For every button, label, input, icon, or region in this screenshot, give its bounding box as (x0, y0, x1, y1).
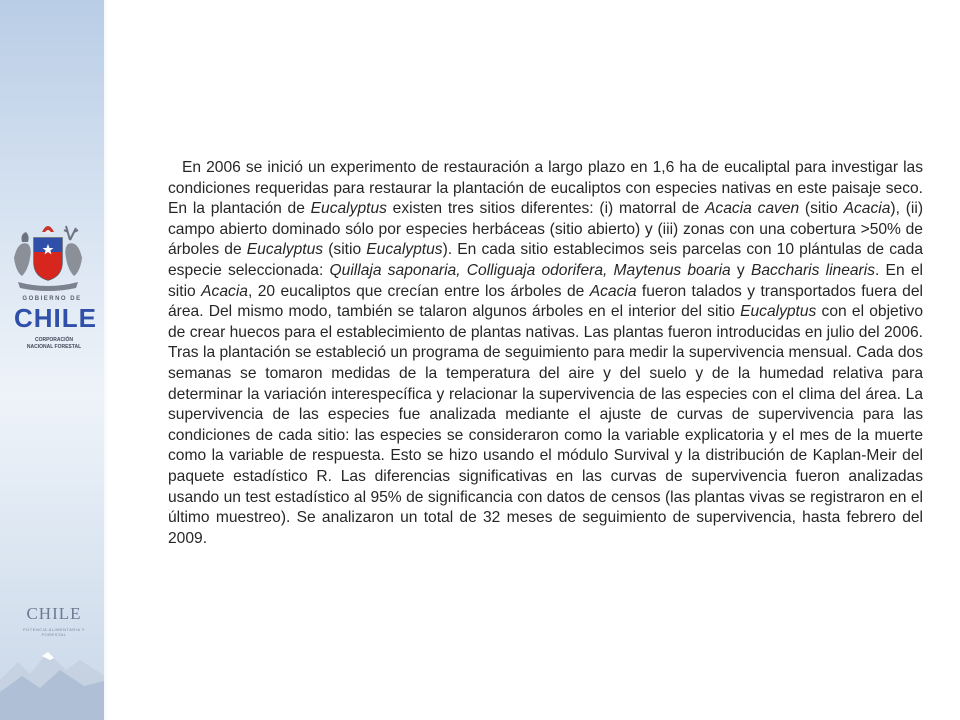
text-segment: con el objetivo de crear huecos para el establecimiento de plantas nativas. Las plantas fueron introducidas en julio del 2006. Tras la plantación se estableció un programa de seguimiento para medir la supervivencia mensual. Cada dos semanas se tomaron medidas de la temperatura del aire y del suelo y de la humedad relativa para determinar la variación interespecífica y relacionar la supervivencia de las especies con el clima del área. La supervivencia de las especies fue analizada mediante el ajuste de curvas de supervivencia para las condiciones de cada sitio: las especies se consideraron como la variable explicatoria y el mes de la muerte como la variable de respuesta. Esto se hizo usando el módulo Survival y la distribución de Kaplan-Meir del paquete estadístico R. Las diferencias significativas en las curvas de supervivencia fueron analizadas usando un test estadístico al 95% de significancia con datos de censos (las plantas vivas se registraron en el último muestreo). Se analizaron un total de 32 meses de seguimiento de supervivencia, hasta febrero del 2009. (168, 303, 923, 547)
text-segment: (sitio (323, 241, 367, 259)
species-name: Acacia (201, 282, 248, 300)
text-segment: ). En cada sitio establecimos seis parcelas con 10 plántulas de cada especie seleccionada: (168, 241, 924, 279)
species-name: Acacia caven (705, 200, 800, 218)
sidebar-banner (0, 0, 108, 720)
text-segment: (sitio (799, 200, 844, 218)
government-label: GOBIERNO DE (22, 296, 82, 302)
text-segment: ), (ii) campo abierto dominado sólo por especies herbáceas (sitio abierto) y (iii) zonas con una cobertura >50% de árboles de (168, 200, 924, 259)
coat-of-arms-icon (8, 218, 88, 294)
text-segment: fueron talados y transportados fuera del área. Del mismo modo, también se talaron algunos árboles en el interior del sitio (168, 282, 923, 321)
species-name: Eucalyptus (310, 200, 387, 218)
mountain-landscape-icon (0, 640, 108, 720)
text-segment: y (730, 261, 751, 279)
sidebar-divider (104, 0, 108, 720)
text-segment: . En el sitio (168, 261, 923, 300)
document-paragraph (168, 158, 923, 549)
species-name: Quillaja saponaria, Colliguaja odorifera, Maytenus boaria (329, 261, 731, 279)
agency-label (14, 337, 94, 351)
chile-wordmark-logo (14, 303, 97, 333)
species-name: Acacia (843, 200, 891, 218)
species-name: Eucalyptus (740, 303, 817, 321)
agency-label-line1: CORPORACIÓN (34, 337, 74, 343)
text-segment: , 20 eucaliptos que crecían entre los árboles de (247, 282, 590, 300)
agency-label-line2: NACIONAL FORESTAL (26, 344, 82, 350)
text-segment: En 2006 se inició un experimento de restauración a largo plazo en 1,6 ha de eucaliptal para investigar las condiciones requeridas para restaurar la plantación de eucaliptos con especies nativas en este paisaje seco. En la plantación de (168, 159, 923, 218)
species-name: Eucalyptus (366, 241, 443, 259)
species-name: Acacia (589, 282, 637, 300)
chile-brand-logo: CHILE (26, 604, 82, 623)
species-name: Baccharis linearis (750, 261, 876, 279)
text-segment: existen tres sitios diferentes: (i) matorral de (386, 200, 706, 218)
species-name: Eucalyptus (246, 241, 324, 259)
brand-tagline: POTENCIA ALIMENTARIA Y FORESTAL (23, 627, 85, 637)
wordmark-text: CHILE (14, 303, 97, 333)
